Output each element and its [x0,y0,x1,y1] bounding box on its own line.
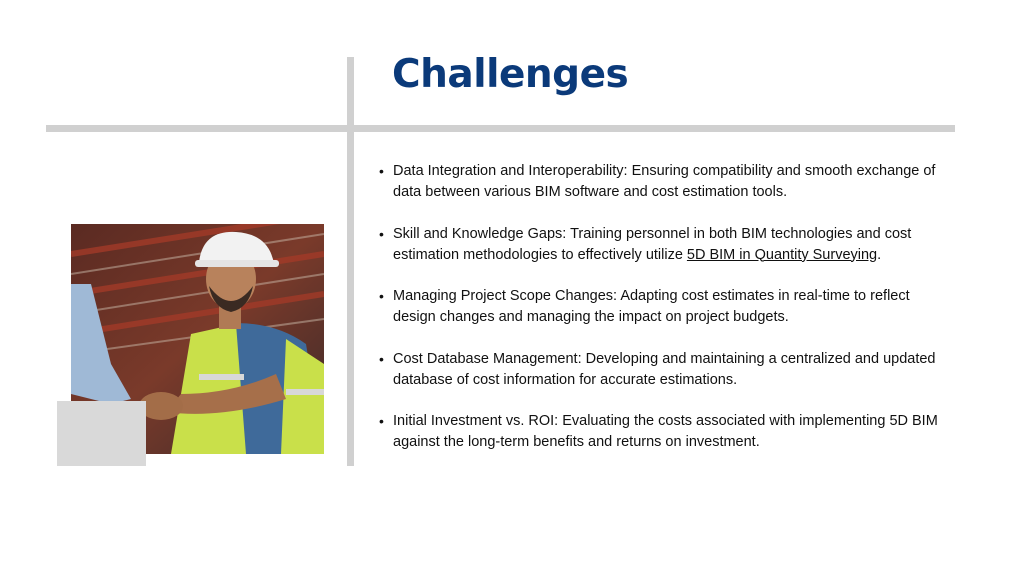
slide-title: Challenges [392,52,629,97]
bullet-icon: • [379,225,384,242]
horizontal-divider [46,125,955,132]
bullet-text-end: . [877,246,882,263]
bullet-text: Managing Project Scope Changes: Adapting cost estimates in real-time to reflect design changes and managing the impact on project budgets. [393,288,910,325]
list-item [379,286,949,328]
list-item [379,411,949,453]
5d-bim-link[interactable]: 5D BIM in Quantity Surveying [686,246,878,263]
vertical-divider [347,57,354,466]
bullet-text: Skill and Knowledge Gaps: Training personnel in both BIM technologies and cost estimation methodologies to effectively utilize [393,225,912,263]
bullet-icon: • [379,288,384,304]
challenges-list [379,161,949,474]
list-item [379,349,949,391]
accent-square [57,401,146,466]
list-item [379,224,949,266]
bullet-text: Data Integration and Interoperability: Ensuring compatibility and smooth exchange of data between various BIM software and cost estimation tools. [393,163,936,200]
bullet-icon: • [379,413,384,429]
bullet-icon: • [379,350,384,367]
bullet-text: Initial Investment vs. ROI: Evaluating the costs associated with implementing 5D BIM against the long-term benefits and returns on investment. [393,413,938,450]
list-item [379,161,949,203]
bullet-icon: • [379,163,384,179]
bullet-text: Cost Database Management: Developing and maintaining a centralized and updated database of cost information for accurate estimations. [393,350,936,388]
